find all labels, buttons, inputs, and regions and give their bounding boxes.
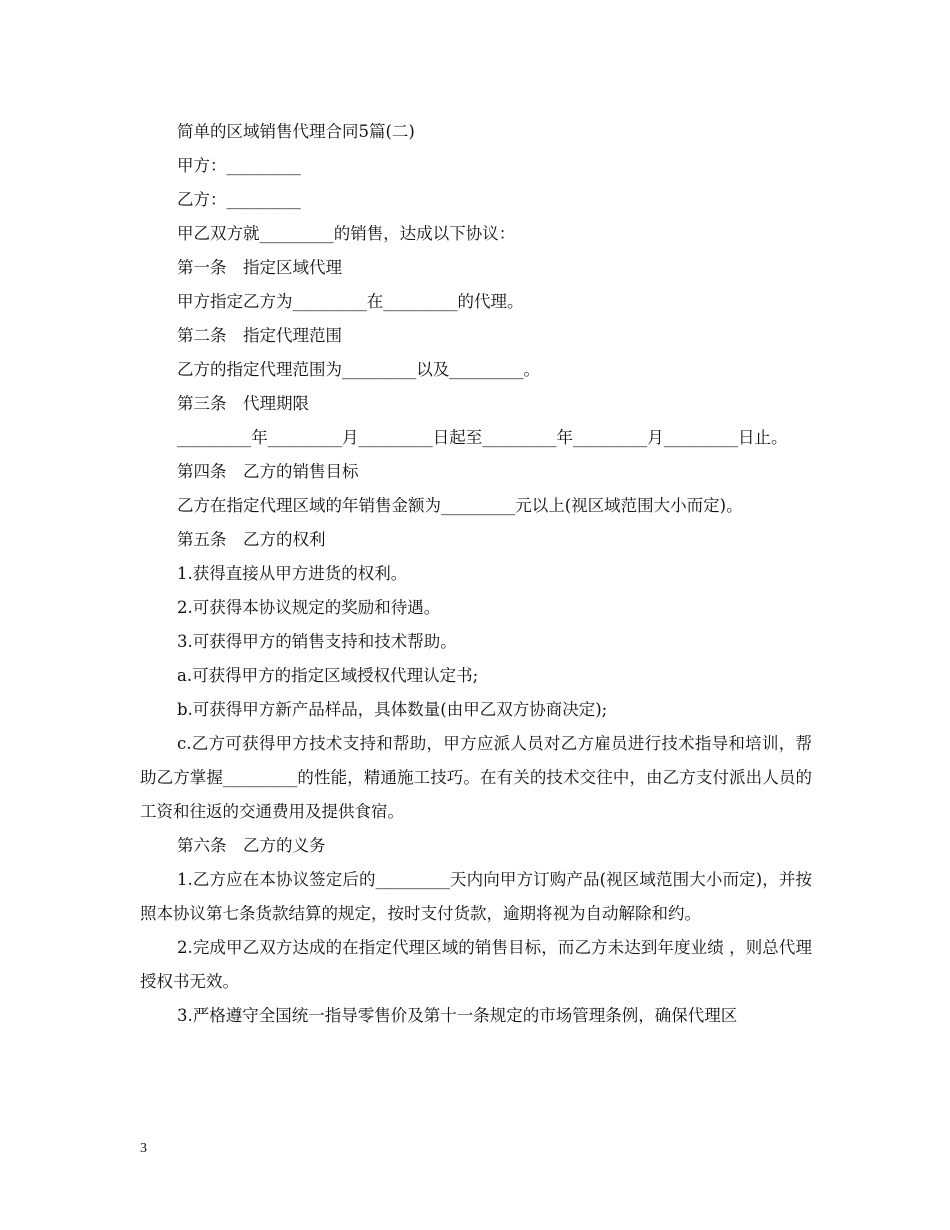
article-3-text: _________年_________月_________日起至_________年_________月_________日止。 [177, 428, 788, 447]
article-6-item-3: 3.严格遵守全国统一指导零售价及第十一条规定的市场管理条例，确保代理区 [177, 1006, 738, 1025]
article-5-item-1: 1.获得直接从甲方进货的权利。 [177, 564, 408, 583]
article-6-item-2: 2.完成甲乙双方达成的在指定代理区域的销售目标，而乙方未达到年度业绩 ，则总代理授权书无效。 [140, 938, 812, 991]
article-6-heading: 第六条 乙方的义务 [177, 836, 326, 855]
article-2-heading: 第二条 指定代理范围 [177, 326, 342, 345]
article-5-item-3b: b.可获得甲方新产品样品，具体数量(由甲乙双方协商决定); [177, 700, 608, 719]
party-a-line: 甲方：_________ [177, 156, 301, 175]
article-6-item-1: 1.乙方应在本协议签定后的_________天内向甲方订购产品(视区域范围大小而定)，并按照本协议第七条货款结算的规定，按时支付货款，逾期将视为自动解除和约。 [140, 870, 812, 923]
article-5-item-3c: c.乙方可获得甲方技术支持和帮助，甲方应派人员对乙方雇员进行技术指导和培训，帮助乙方掌握_________的性能，精通施工技巧。在有关的技术交往中，由乙方支付派出人员的工资和往返的交通费用及提供食宿。 [140, 734, 812, 821]
article-3-heading: 第三条 代理期限 [177, 394, 309, 413]
article-5-heading: 第五条 乙方的权利 [177, 530, 326, 549]
article-1-text: 甲方指定乙方为_________在_________的代理。 [177, 292, 524, 311]
party-b-line: 乙方：_________ [177, 190, 301, 209]
article-1-heading: 第一条 指定区域代理 [177, 258, 342, 277]
article-4-heading: 第四条 乙方的销售目标 [177, 462, 359, 481]
article-5-item-3: 3.可获得甲方的销售支持和技术帮助。 [177, 632, 457, 651]
article-4-text: 乙方在指定代理区域的年销售金额为_________元以上(视区域范围大小而定)。 [177, 496, 743, 515]
agreement-intro: 甲乙双方就_________的销售，达成以下协议： [177, 224, 516, 243]
article-2-text: 乙方的指定代理范围为_________以及_________。 [177, 360, 540, 379]
page-number: 3 [140, 1141, 147, 1156]
article-5-item-2: 2.可获得本协议规定的奖励和待遇。 [177, 598, 441, 617]
document-body [140, 115, 812, 1033]
article-5-item-3a: a.可获得甲方的指定区域授权代理认定书; [177, 666, 479, 685]
document-title: 简单的区域销售代理合同5篇(二) [177, 122, 415, 141]
